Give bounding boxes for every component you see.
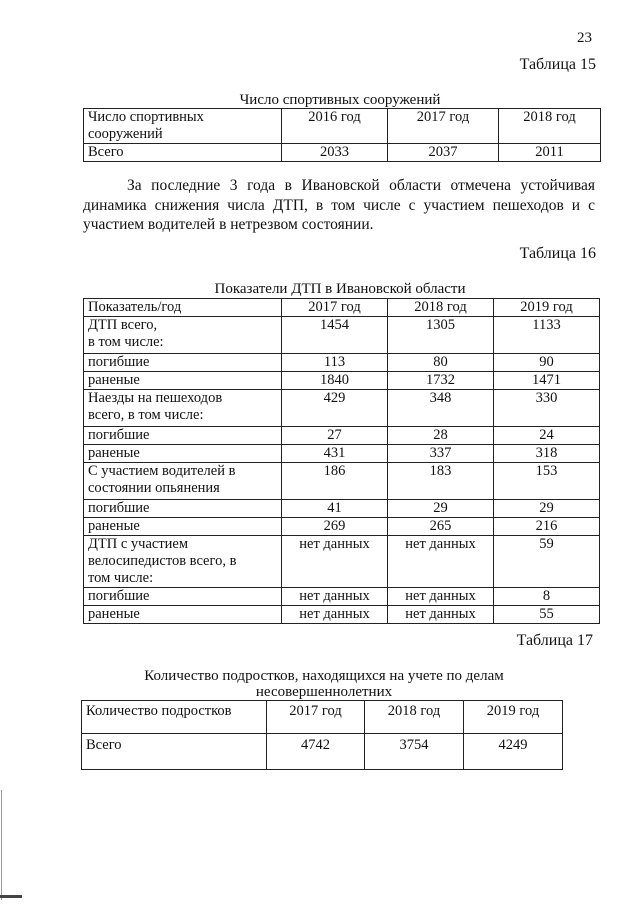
cell-value: 2033 (282, 144, 388, 162)
cell-value: нет данных (388, 536, 494, 588)
cell-value: 8 (494, 588, 600, 606)
table-15-header-label (84, 109, 282, 144)
table-row (84, 427, 600, 445)
row-label-line: ДТП с участием (88, 536, 189, 552)
row-label: раненые (84, 606, 282, 624)
body-paragraph (83, 176, 595, 235)
table-16-label: Таблица 16 (519, 245, 596, 262)
col-header-2019: 2019 год (494, 299, 600, 317)
table-16 (83, 298, 600, 624)
cell-value: 1133 (494, 317, 600, 354)
row-label-line: всего, в том числе: (88, 407, 204, 423)
cell-value: 80 (388, 354, 494, 372)
cell-value: 216 (494, 518, 600, 536)
table-row (84, 445, 600, 463)
cell-value: 1840 (282, 372, 388, 390)
row-label: погибшие (84, 427, 282, 445)
row-label: погибшие (84, 588, 282, 606)
table-15 (83, 108, 601, 162)
row-label: погибшие (84, 354, 282, 372)
cell-value: 59 (494, 536, 600, 588)
cell-value: нет данных (282, 588, 388, 606)
row-label (84, 317, 282, 354)
cell-value: 28 (388, 427, 494, 445)
table-row (84, 372, 600, 390)
table-row (84, 354, 600, 372)
cell-value: 90 (494, 354, 600, 372)
cell-value: 113 (282, 354, 388, 372)
cell-value: 4742 (267, 734, 365, 770)
table-15-label: Таблица 15 (519, 56, 596, 73)
table-row (84, 500, 600, 518)
table-row (82, 734, 563, 770)
paragraph-line: За последние 3 года в Ивановской области отмечена устойчивая (127, 177, 595, 194)
cell-value: 337 (388, 445, 494, 463)
paragraph-line: участием водителей в нетрезвом состоянии. (83, 216, 374, 233)
row-label: раненые (84, 372, 282, 390)
table-16-header-row (84, 299, 600, 317)
col-header-2017: 2017 год (282, 299, 388, 317)
row-label-line: Наезды на пешеходов (88, 390, 223, 406)
table-row (84, 588, 600, 606)
col-header-2018: 2018 год (365, 701, 464, 734)
table-row (84, 606, 600, 624)
cell-value: 183 (388, 463, 494, 500)
table-row (84, 463, 600, 500)
cell-value: 1305 (388, 317, 494, 354)
row-label (84, 463, 282, 500)
row-label: раненые (84, 445, 282, 463)
cell-value: 1454 (282, 317, 388, 354)
page-number: 23 (577, 30, 592, 46)
table-row (84, 390, 600, 427)
cell-value: 41 (282, 500, 388, 518)
scan-edge-mark (1, 790, 2, 900)
row-label-line: велосипедистов всего, в (88, 553, 237, 569)
row-label-line: том числе: (88, 570, 154, 586)
cell-value: нет данных (388, 606, 494, 624)
cell-value: нет данных (388, 588, 494, 606)
cell-value: 1471 (494, 372, 600, 390)
cell-value: 55 (494, 606, 600, 624)
cell-value: 431 (282, 445, 388, 463)
cell-value: 1732 (388, 372, 494, 390)
cell-value: 265 (388, 518, 494, 536)
row-label-line: состоянии опьянения (88, 480, 220, 496)
scan-edge-mark (0, 895, 22, 898)
row-label-line: С участием водителей в (88, 463, 236, 479)
row-label: Всего (82, 734, 267, 770)
cell-value: 269 (282, 518, 388, 536)
row-label (84, 390, 282, 427)
row-label: Всего (84, 144, 282, 162)
cell-value: нет данных (282, 606, 388, 624)
cell-value: нет данных (282, 536, 388, 588)
cell-value: 348 (388, 390, 494, 427)
cell-value: 3754 (365, 734, 464, 770)
cell-value: 27 (282, 427, 388, 445)
cell-value: 2037 (388, 144, 499, 162)
row-label-line: ДТП всего, (88, 317, 158, 333)
row-label: погибшие (84, 500, 282, 518)
table-16-caption: Показатели ДТП в Ивановской области (214, 281, 466, 297)
paragraph-line: динамика снижения числа ДТП, в том числе с участием пешеходов и с (83, 196, 595, 214)
table-15-caption: Число спортивных сооружений (239, 92, 441, 108)
cell-value: 4249 (464, 734, 563, 770)
cell-value: 29 (388, 500, 494, 518)
table-17-caption (0, 668, 640, 700)
cell-value: 153 (494, 463, 600, 500)
table-17-header-label: Количество подростков (82, 701, 267, 734)
table-16-header-label: Показатель/год (84, 299, 282, 317)
table-row (84, 144, 601, 162)
col-header-2019: 2019 год (464, 701, 563, 734)
header-label-line: сооружений (88, 126, 163, 142)
col-header-2018: 2018 год (499, 109, 601, 144)
header-label-line: Число спортивных (88, 109, 204, 125)
cell-value: 429 (282, 390, 388, 427)
col-header-2017: 2017 год (267, 701, 365, 734)
cell-value: 330 (494, 390, 600, 427)
cell-value: 29 (494, 500, 600, 518)
row-label: раненые (84, 518, 282, 536)
caption-line: Количество подростков, находящихся на учете по делам (144, 668, 504, 684)
table-17-header-row (82, 701, 563, 734)
table-15-header-row (84, 109, 601, 144)
col-header-2017: 2017 год (388, 109, 499, 144)
cell-value: 2011 (499, 144, 601, 162)
table-row (84, 536, 600, 588)
caption-line: несовершеннолетних (255, 684, 393, 700)
col-header-2018: 2018 год (388, 299, 494, 317)
row-label (84, 536, 282, 588)
table-row (84, 317, 600, 354)
row-label-line: в том числе: (88, 334, 164, 350)
cell-value: 318 (494, 445, 600, 463)
table-17 (81, 700, 563, 770)
cell-value: 24 (494, 427, 600, 445)
table-row (84, 518, 600, 536)
cell-value: 186 (282, 463, 388, 500)
col-header-2016: 2016 год (282, 109, 388, 144)
table-17-label: Таблица 17 (516, 632, 593, 649)
